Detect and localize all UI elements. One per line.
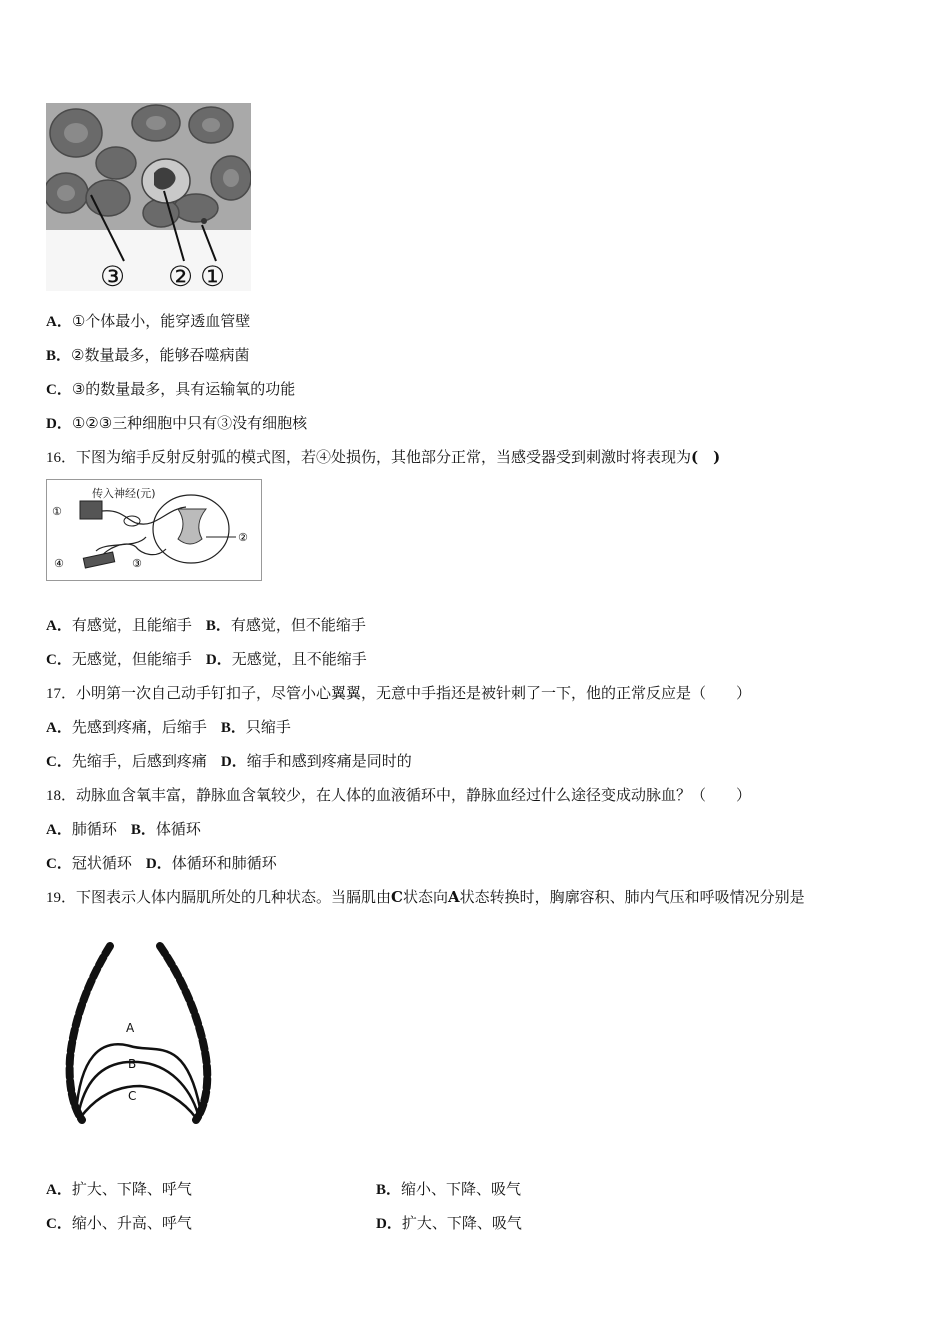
q18-options-row-2: C．冠状循环 D．体循环和肺循环 — [46, 854, 277, 872]
q17-stem: 17．小明第一次自己动手钉扣子，尽管小心翼翼，无意中手指还是被针刺了一下，他的正常反应是（ ） — [46, 684, 752, 702]
label-2: ② — [238, 531, 248, 544]
q15-option-b: B．②数量最多，能够吞噬病菌 — [46, 346, 250, 364]
q16-options-row-2: C．无感觉，但能缩手 D．无感觉，且不能缩手 — [46, 650, 367, 668]
label-circled-1: ① — [200, 260, 226, 291]
q16-stem: 16．下图为缩手反射反射弧的模式图，若④处损伤，其他部分正常，当感受器受到刺激时将表现为( ) — [46, 448, 721, 466]
label-4: ④ — [54, 557, 64, 570]
q15-option-c: C．③的数量最多，具有运输氧的功能 — [46, 380, 296, 398]
label-circled-3: ③ — [100, 260, 126, 291]
q17-options-row-2: C．先缩手，后感到疼痛 D．缩手和感到疼痛是同时的 — [46, 752, 412, 770]
q19-option-a: A．扩大、下降、呼气 — [46, 1180, 192, 1198]
label-3: ③ — [132, 557, 142, 570]
q18-stem: 18．动脉血含氧丰富，静脉血含氧较少，在人体的血液循环中，静脉血经过什么途径变成动脉血？（ ） — [46, 786, 752, 804]
q19-option-d: D．扩大、下降、吸气 — [376, 1214, 522, 1232]
blood-cell-figure — [46, 103, 251, 291]
diaphragm-figure — [60, 938, 220, 1134]
label-b: B — [128, 1057, 137, 1071]
q16-options-row-1: A．有感觉，且能缩手 B．有感觉，但不能缩手 — [46, 616, 366, 634]
q17-options-row-1: A．先感到疼痛，后缩手 B．只缩手 — [46, 718, 291, 736]
afferent-neuron-label: 传入神经(元) — [92, 487, 156, 500]
label-a: A — [126, 1021, 135, 1035]
label-circled-2: ② — [168, 260, 194, 291]
q18-options-row-1: A．肺循环 B．体循环 — [46, 820, 201, 838]
label-1: ① — [52, 505, 62, 518]
q15-option-a: A．①个体最小，能穿透血管壁 — [46, 312, 251, 330]
q15-option-d: D．①②③三种细胞中只有③没有细胞核 — [46, 414, 308, 432]
q19-option-c: C．缩小、升高、呼气 — [46, 1214, 192, 1232]
reflex-arc-figure — [46, 479, 262, 581]
q19-option-b: B．缩小、下降、吸气 — [376, 1180, 522, 1198]
label-c: C — [128, 1089, 137, 1103]
q19-stem: 19．下图表示人体内膈肌所处的几种状态。当膈肌由C状态向A状态转换时，胸廓容积、肺内气压和呼吸情况分别是 — [46, 888, 805, 906]
